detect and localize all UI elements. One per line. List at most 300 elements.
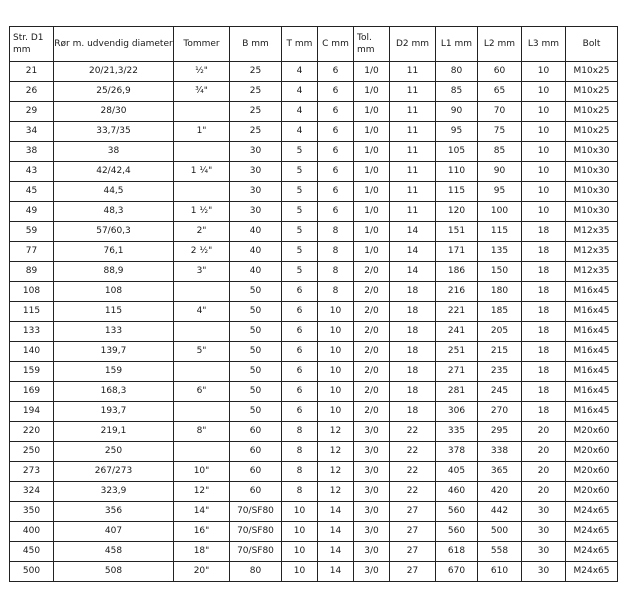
table-cell: 44,5 bbox=[54, 182, 174, 202]
table-cell: M10x25 bbox=[566, 102, 618, 122]
table-row bbox=[10, 262, 618, 282]
table-cell: 22 bbox=[390, 422, 436, 442]
table-cell bbox=[174, 142, 230, 162]
table-row bbox=[10, 242, 618, 262]
table-cell: 273 bbox=[10, 462, 54, 482]
table-cell: 60 bbox=[230, 422, 282, 442]
table-cell: M10x25 bbox=[566, 62, 618, 82]
table-cell: 14 bbox=[390, 222, 436, 242]
table-cell: 6 bbox=[282, 362, 318, 382]
table-row bbox=[10, 442, 618, 462]
table-cell: 133 bbox=[10, 322, 54, 342]
table-cell: 18 bbox=[522, 282, 566, 302]
table-cell: 6 bbox=[318, 202, 354, 222]
table-cell: 50 bbox=[230, 342, 282, 362]
table-cell: 10 bbox=[522, 62, 566, 82]
table-cell bbox=[174, 362, 230, 382]
table-row bbox=[10, 122, 618, 142]
table-cell: 3/0 bbox=[354, 442, 390, 462]
table-cell: 1/0 bbox=[354, 122, 390, 142]
table-cell: 33,7/35 bbox=[54, 122, 174, 142]
table-cell: 50 bbox=[230, 382, 282, 402]
table-cell: 219,1 bbox=[54, 422, 174, 442]
table-cell: 18 bbox=[522, 242, 566, 262]
table-cell: 2/0 bbox=[354, 282, 390, 302]
table-cell: 50 bbox=[230, 282, 282, 302]
table-cell: 50 bbox=[230, 322, 282, 342]
table-cell: 610 bbox=[478, 562, 522, 582]
table-row bbox=[10, 462, 618, 482]
table-cell: 241 bbox=[436, 322, 478, 342]
table-cell: 306 bbox=[436, 402, 478, 422]
table-cell: 8 bbox=[282, 422, 318, 442]
table-cell: 8 bbox=[282, 482, 318, 502]
table-cell: 29 bbox=[10, 102, 54, 122]
table-cell: 405 bbox=[436, 462, 478, 482]
table-cell: 14" bbox=[174, 502, 230, 522]
table-cell: 60 bbox=[478, 62, 522, 82]
table-cell: 115 bbox=[10, 302, 54, 322]
table-cell: ½" bbox=[174, 62, 230, 82]
table-row bbox=[10, 522, 618, 542]
table-cell: 6 bbox=[318, 82, 354, 102]
table-cell: 95 bbox=[478, 182, 522, 202]
table-cell: 1 ½" bbox=[174, 202, 230, 222]
table-cell: M10x30 bbox=[566, 142, 618, 162]
table-cell bbox=[174, 402, 230, 422]
table-cell: 324 bbox=[10, 482, 54, 502]
header-d2: D2 mm bbox=[390, 27, 436, 62]
table-cell: 40 bbox=[230, 222, 282, 242]
table-cell: 1/0 bbox=[354, 102, 390, 122]
table-cell: 60 bbox=[230, 482, 282, 502]
table-cell: 6 bbox=[282, 402, 318, 422]
table-cell: 60 bbox=[230, 442, 282, 462]
table-row bbox=[10, 102, 618, 122]
table-cell: 115 bbox=[54, 302, 174, 322]
table-cell: 22 bbox=[390, 442, 436, 462]
table-cell: 10 bbox=[522, 182, 566, 202]
table-cell: 6 bbox=[318, 162, 354, 182]
table-row bbox=[10, 282, 618, 302]
table-cell: 295 bbox=[478, 422, 522, 442]
table-cell: 45 bbox=[10, 182, 54, 202]
table-cell: 8 bbox=[318, 262, 354, 282]
table-cell: 18 bbox=[522, 402, 566, 422]
table-cell: 12" bbox=[174, 482, 230, 502]
table-cell: M24x65 bbox=[566, 542, 618, 562]
table-cell: 171 bbox=[436, 242, 478, 262]
table-cell: M12x35 bbox=[566, 242, 618, 262]
table-cell: 70 bbox=[478, 102, 522, 122]
table-cell: 14 bbox=[390, 262, 436, 282]
table-cell: 40 bbox=[230, 262, 282, 282]
table-cell: 2/0 bbox=[354, 322, 390, 342]
spec-table-container bbox=[9, 26, 618, 582]
table-cell: 18 bbox=[522, 222, 566, 242]
table-cell: 2/0 bbox=[354, 362, 390, 382]
table-cell: M16x45 bbox=[566, 382, 618, 402]
table-cell: 88,9 bbox=[54, 262, 174, 282]
table-cell: 14 bbox=[318, 522, 354, 542]
table-cell: 70/SF80 bbox=[230, 542, 282, 562]
table-cell: M24x65 bbox=[566, 522, 618, 542]
table-cell: 560 bbox=[436, 502, 478, 522]
table-cell: 5 bbox=[282, 222, 318, 242]
table-cell: 150 bbox=[478, 262, 522, 282]
table-cell: 50 bbox=[230, 402, 282, 422]
table-cell: 1/0 bbox=[354, 242, 390, 262]
table-cell: 38 bbox=[10, 142, 54, 162]
table-row bbox=[10, 342, 618, 362]
header-tol: Tol. mm bbox=[354, 27, 390, 62]
table-cell: 10 bbox=[318, 302, 354, 322]
table-cell: 558 bbox=[478, 542, 522, 562]
table-cell: M20x60 bbox=[566, 422, 618, 442]
table-cell: 6" bbox=[174, 382, 230, 402]
table-cell: 508 bbox=[54, 562, 174, 582]
header-c: C mm bbox=[318, 27, 354, 62]
table-cell: 21 bbox=[10, 62, 54, 82]
table-cell: 6 bbox=[318, 102, 354, 122]
header-bolt: Bolt bbox=[566, 27, 618, 62]
table-cell: 3/0 bbox=[354, 562, 390, 582]
table-row bbox=[10, 402, 618, 422]
header-str-d1: Str. D1 mm bbox=[10, 27, 54, 62]
table-cell: 8 bbox=[318, 242, 354, 262]
table-cell: 12 bbox=[318, 482, 354, 502]
table-cell: 5" bbox=[174, 342, 230, 362]
table-cell: 2/0 bbox=[354, 402, 390, 422]
table-cell: M16x45 bbox=[566, 362, 618, 382]
table-cell: 4 bbox=[282, 82, 318, 102]
table-cell: 10 bbox=[282, 542, 318, 562]
table-cell: 110 bbox=[436, 162, 478, 182]
table-cell: 18 bbox=[390, 342, 436, 362]
table-cell: 120 bbox=[436, 202, 478, 222]
table-cell: 22 bbox=[390, 462, 436, 482]
table-cell: 135 bbox=[478, 242, 522, 262]
table-row bbox=[10, 482, 618, 502]
table-cell: 76,1 bbox=[54, 242, 174, 262]
table-cell: 27 bbox=[390, 522, 436, 542]
table-cell: 12 bbox=[318, 462, 354, 482]
table-cell: 6 bbox=[282, 322, 318, 342]
table-cell: 1 ¼" bbox=[174, 162, 230, 182]
table-cell: 12 bbox=[318, 422, 354, 442]
table-cell: 30 bbox=[230, 162, 282, 182]
table-cell: 3/0 bbox=[354, 542, 390, 562]
header-outer-diameter: Rør m. udvendig diameter bbox=[54, 27, 174, 62]
table-cell: 30 bbox=[522, 522, 566, 542]
table-cell: 2 ½" bbox=[174, 242, 230, 262]
table-cell: 18 bbox=[390, 362, 436, 382]
table-cell: 8 bbox=[282, 462, 318, 482]
table-cell: 10 bbox=[318, 382, 354, 402]
table-cell: M10x25 bbox=[566, 82, 618, 102]
table-cell: 356 bbox=[54, 502, 174, 522]
table-cell: 193,7 bbox=[54, 402, 174, 422]
table-cell: 90 bbox=[436, 102, 478, 122]
table-cell: 18 bbox=[390, 382, 436, 402]
table-cell: 4 bbox=[282, 102, 318, 122]
table-cell: 221 bbox=[436, 302, 478, 322]
table-cell bbox=[174, 182, 230, 202]
table-cell: 12 bbox=[318, 442, 354, 462]
table-cell: 10" bbox=[174, 462, 230, 482]
table-cell: 6 bbox=[318, 122, 354, 142]
table-cell: 5 bbox=[282, 162, 318, 182]
table-row bbox=[10, 222, 618, 242]
table-cell: 14 bbox=[318, 562, 354, 582]
table-cell: 50 bbox=[230, 362, 282, 382]
dimension-table bbox=[9, 26, 618, 582]
table-cell: 16" bbox=[174, 522, 230, 542]
table-cell: M10x30 bbox=[566, 162, 618, 182]
table-cell: 25 bbox=[230, 62, 282, 82]
table-cell: 407 bbox=[54, 522, 174, 542]
table-cell: M24x65 bbox=[566, 502, 618, 522]
table-cell: 159 bbox=[10, 362, 54, 382]
table-cell: 140 bbox=[10, 342, 54, 362]
table-cell: 500 bbox=[478, 522, 522, 542]
table-cell: 26 bbox=[10, 82, 54, 102]
table-cell: 186 bbox=[436, 262, 478, 282]
table-cell: 10 bbox=[318, 342, 354, 362]
table-cell: 49 bbox=[10, 202, 54, 222]
table-cell bbox=[174, 282, 230, 302]
table-cell: 159 bbox=[54, 362, 174, 382]
table-cell: 450 bbox=[10, 542, 54, 562]
table-cell: 60 bbox=[230, 462, 282, 482]
table-cell bbox=[174, 322, 230, 342]
table-cell: 14 bbox=[318, 542, 354, 562]
table-cell: 4" bbox=[174, 302, 230, 322]
table-cell: 85 bbox=[478, 142, 522, 162]
table-cell: 6 bbox=[318, 62, 354, 82]
table-cell: 4 bbox=[282, 122, 318, 142]
table-cell: 11 bbox=[390, 82, 436, 102]
table-cell: 215 bbox=[478, 342, 522, 362]
table-cell: M12x35 bbox=[566, 262, 618, 282]
table-cell: M10x25 bbox=[566, 122, 618, 142]
table-cell: 34 bbox=[10, 122, 54, 142]
table-cell: 20 bbox=[522, 482, 566, 502]
table-cell: 335 bbox=[436, 422, 478, 442]
table-cell: 18 bbox=[390, 282, 436, 302]
table-cell: 6 bbox=[282, 282, 318, 302]
header-b: B mm bbox=[230, 27, 282, 62]
table-row bbox=[10, 322, 618, 342]
table-cell: 2/0 bbox=[354, 382, 390, 402]
table-cell: 108 bbox=[10, 282, 54, 302]
table-cell: 168,3 bbox=[54, 382, 174, 402]
table-row bbox=[10, 162, 618, 182]
table-cell: 30 bbox=[230, 202, 282, 222]
table-cell: M12x35 bbox=[566, 222, 618, 242]
table-cell: M16x45 bbox=[566, 342, 618, 362]
table-cell: 95 bbox=[436, 122, 478, 142]
table-cell: 460 bbox=[436, 482, 478, 502]
table-cell: 10 bbox=[318, 402, 354, 422]
table-cell: 400 bbox=[10, 522, 54, 542]
table-cell: 1" bbox=[174, 122, 230, 142]
table-cell: 670 bbox=[436, 562, 478, 582]
table-cell: 169 bbox=[10, 382, 54, 402]
table-cell: 6 bbox=[282, 382, 318, 402]
table-cell bbox=[174, 102, 230, 122]
table-cell: 1/0 bbox=[354, 202, 390, 222]
table-cell: 11 bbox=[390, 162, 436, 182]
table-cell: 3/0 bbox=[354, 462, 390, 482]
table-cell: 458 bbox=[54, 542, 174, 562]
table-cell: 365 bbox=[478, 462, 522, 482]
table-cell: 75 bbox=[478, 122, 522, 142]
table-cell: M20x60 bbox=[566, 482, 618, 502]
table-row bbox=[10, 422, 618, 442]
table-cell: 3/0 bbox=[354, 522, 390, 542]
table-cell: 350 bbox=[10, 502, 54, 522]
table-row bbox=[10, 302, 618, 322]
table-cell: 108 bbox=[54, 282, 174, 302]
table-cell: 18 bbox=[390, 322, 436, 342]
header-l2: L2 mm bbox=[478, 27, 522, 62]
table-cell: 50 bbox=[230, 302, 282, 322]
table-cell: 100 bbox=[478, 202, 522, 222]
table-row bbox=[10, 542, 618, 562]
table-cell: 442 bbox=[478, 502, 522, 522]
table-cell: 270 bbox=[478, 402, 522, 422]
table-cell: 10 bbox=[318, 362, 354, 382]
table-cell: 6 bbox=[282, 342, 318, 362]
table-cell: M16x45 bbox=[566, 402, 618, 422]
table-cell: 40 bbox=[230, 242, 282, 262]
header-l1: L1 mm bbox=[436, 27, 478, 62]
table-cell: 250 bbox=[10, 442, 54, 462]
table-cell: 18 bbox=[522, 322, 566, 342]
table-cell bbox=[174, 442, 230, 462]
table-cell: 500 bbox=[10, 562, 54, 582]
table-cell: 115 bbox=[436, 182, 478, 202]
table-row bbox=[10, 562, 618, 582]
table-cell: 80 bbox=[230, 562, 282, 582]
table-cell: ¾" bbox=[174, 82, 230, 102]
table-cell: 18 bbox=[522, 382, 566, 402]
table-row bbox=[10, 382, 618, 402]
table-cell: 30 bbox=[522, 562, 566, 582]
table-cell: 105 bbox=[436, 142, 478, 162]
table-cell: 2/0 bbox=[354, 342, 390, 362]
table-cell: 10 bbox=[522, 82, 566, 102]
table-cell: 338 bbox=[478, 442, 522, 462]
table-cell: 1/0 bbox=[354, 82, 390, 102]
table-cell: 10 bbox=[282, 562, 318, 582]
table-cell: 30 bbox=[522, 502, 566, 522]
table-cell: 30 bbox=[230, 182, 282, 202]
table-cell: 1/0 bbox=[354, 222, 390, 242]
table-cell: 80 bbox=[436, 62, 478, 82]
table-cell: 25 bbox=[230, 102, 282, 122]
table-cell: 38 bbox=[54, 142, 174, 162]
table-cell: 10 bbox=[522, 202, 566, 222]
table-row bbox=[10, 362, 618, 382]
table-cell: 48,3 bbox=[54, 202, 174, 222]
table-cell: 27 bbox=[390, 502, 436, 522]
table-cell: 3/0 bbox=[354, 422, 390, 442]
table-cell: 323,9 bbox=[54, 482, 174, 502]
table-cell: 5 bbox=[282, 142, 318, 162]
table-cell: 1/0 bbox=[354, 142, 390, 162]
table-cell: 25 bbox=[230, 122, 282, 142]
table-cell: 5 bbox=[282, 182, 318, 202]
table-cell: 77 bbox=[10, 242, 54, 262]
table-cell: 220 bbox=[10, 422, 54, 442]
table-cell: 10 bbox=[282, 522, 318, 542]
table-cell: 14 bbox=[390, 242, 436, 262]
table-cell: 18" bbox=[174, 542, 230, 562]
table-cell: 11 bbox=[390, 182, 436, 202]
table-cell: 27 bbox=[390, 562, 436, 582]
table-cell: 194 bbox=[10, 402, 54, 422]
table-cell: 5 bbox=[282, 242, 318, 262]
table-cell: 6 bbox=[318, 182, 354, 202]
table-cell: 8 bbox=[282, 442, 318, 462]
table-cell: 10 bbox=[522, 122, 566, 142]
table-cell: 43 bbox=[10, 162, 54, 182]
table-cell: 271 bbox=[436, 362, 478, 382]
table-cell: 8 bbox=[318, 282, 354, 302]
table-cell: 251 bbox=[436, 342, 478, 362]
table-cell: 133 bbox=[54, 322, 174, 342]
table-cell: 5 bbox=[282, 202, 318, 222]
table-cell: 20 bbox=[522, 442, 566, 462]
table-cell: 14 bbox=[318, 502, 354, 522]
table-cell: 3/0 bbox=[354, 502, 390, 522]
table-cell: 8 bbox=[318, 222, 354, 242]
table-cell: M20x60 bbox=[566, 442, 618, 462]
table-cell: 1/0 bbox=[354, 62, 390, 82]
table-cell: 151 bbox=[436, 222, 478, 242]
table-cell: 10 bbox=[522, 162, 566, 182]
table-cell: 25 bbox=[230, 82, 282, 102]
table-cell: 250 bbox=[54, 442, 174, 462]
table-cell: 18 bbox=[522, 262, 566, 282]
table-cell: 11 bbox=[390, 202, 436, 222]
table-cell: 59 bbox=[10, 222, 54, 242]
table-cell: 6 bbox=[282, 302, 318, 322]
table-cell: 10 bbox=[522, 102, 566, 122]
table-cell: 2/0 bbox=[354, 302, 390, 322]
table-cell: 560 bbox=[436, 522, 478, 542]
table-cell: 420 bbox=[478, 482, 522, 502]
table-row bbox=[10, 62, 618, 82]
table-cell: 378 bbox=[436, 442, 478, 462]
table-cell: 8" bbox=[174, 422, 230, 442]
table-cell: 89 bbox=[10, 262, 54, 282]
table-cell: 205 bbox=[478, 322, 522, 342]
table-row bbox=[10, 142, 618, 162]
table-cell: 6 bbox=[318, 142, 354, 162]
table-cell: 115 bbox=[478, 222, 522, 242]
table-cell: 27 bbox=[390, 542, 436, 562]
header-tommer: Tommer bbox=[174, 27, 230, 62]
table-cell: 185 bbox=[478, 302, 522, 322]
table-cell: 30 bbox=[230, 142, 282, 162]
table-cell: 85 bbox=[436, 82, 478, 102]
table-cell: 20/21,3/22 bbox=[54, 62, 174, 82]
table-cell: 139,7 bbox=[54, 342, 174, 362]
table-cell: 10 bbox=[282, 502, 318, 522]
